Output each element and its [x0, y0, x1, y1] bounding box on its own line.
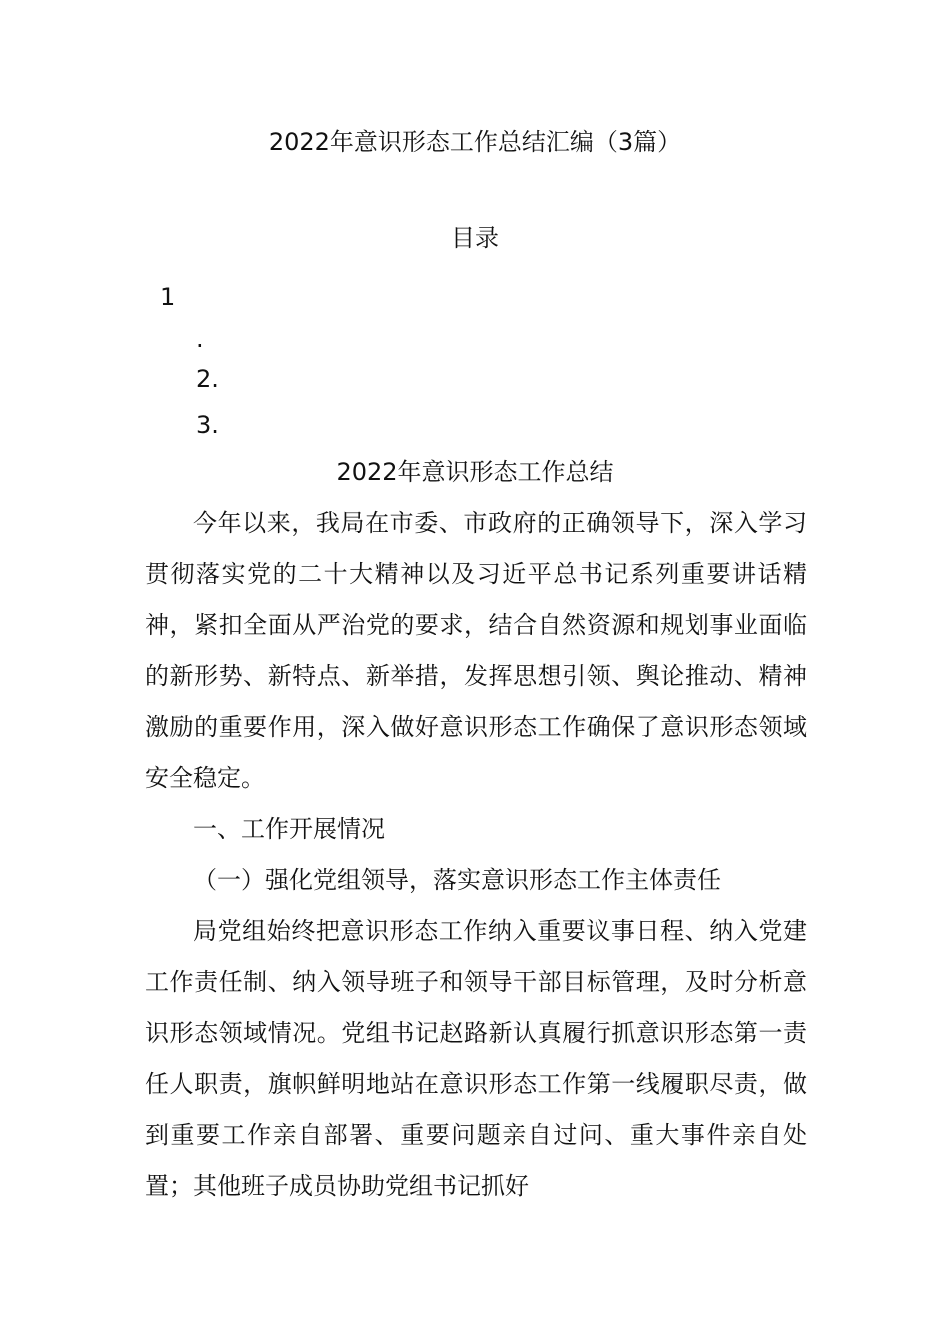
- toc-item-3: 3.: [196, 411, 219, 439]
- subsection-heading: （一）强化党组领导，落实意识形态工作主体责任: [193, 866, 721, 894]
- toc-item-1: 1: [160, 283, 176, 311]
- section-heading: 一、工作开展情况: [193, 815, 385, 843]
- paragraph-body: 局党组始终把意识形态工作纳入重要议事日程、纳入党建工作责任制、纳入领导班子和领导干部目标管理，及时分析意识形态领域情况。党组书记赵路新认真履行抓意识形态第一责任人职责，旗帜鲜明地站在意识形态工作第一线履职尽责，做到重要工作亲自部署、重要问题亲自过问、重大事件亲自处置；其他班子成员协助党组书记抓好: [145, 917, 807, 1200]
- toc-item-2: 2.: [196, 365, 219, 393]
- toc-item-dot: .: [196, 325, 204, 353]
- article-title: 2022年意识形态工作总结: [336, 458, 614, 486]
- toc-heading: 目录: [451, 224, 499, 252]
- document-title: 2022年意识形态工作总结汇编（3篇）: [268, 128, 682, 156]
- paragraph-intro: 今年以来，我局在市委、市政府的正确领导下，深入学习贯彻落实党的二十大精神以及习近平总书记系列重要讲话精神，紧扣全面从严治党的要求，结合自然资源和规划事业面临的新形势、新特点、新举措，发挥思想引领、舆论推动、精神激励的重要作用，深入做好意识形态工作确保了意识形态领域安全稳定。: [145, 509, 807, 792]
